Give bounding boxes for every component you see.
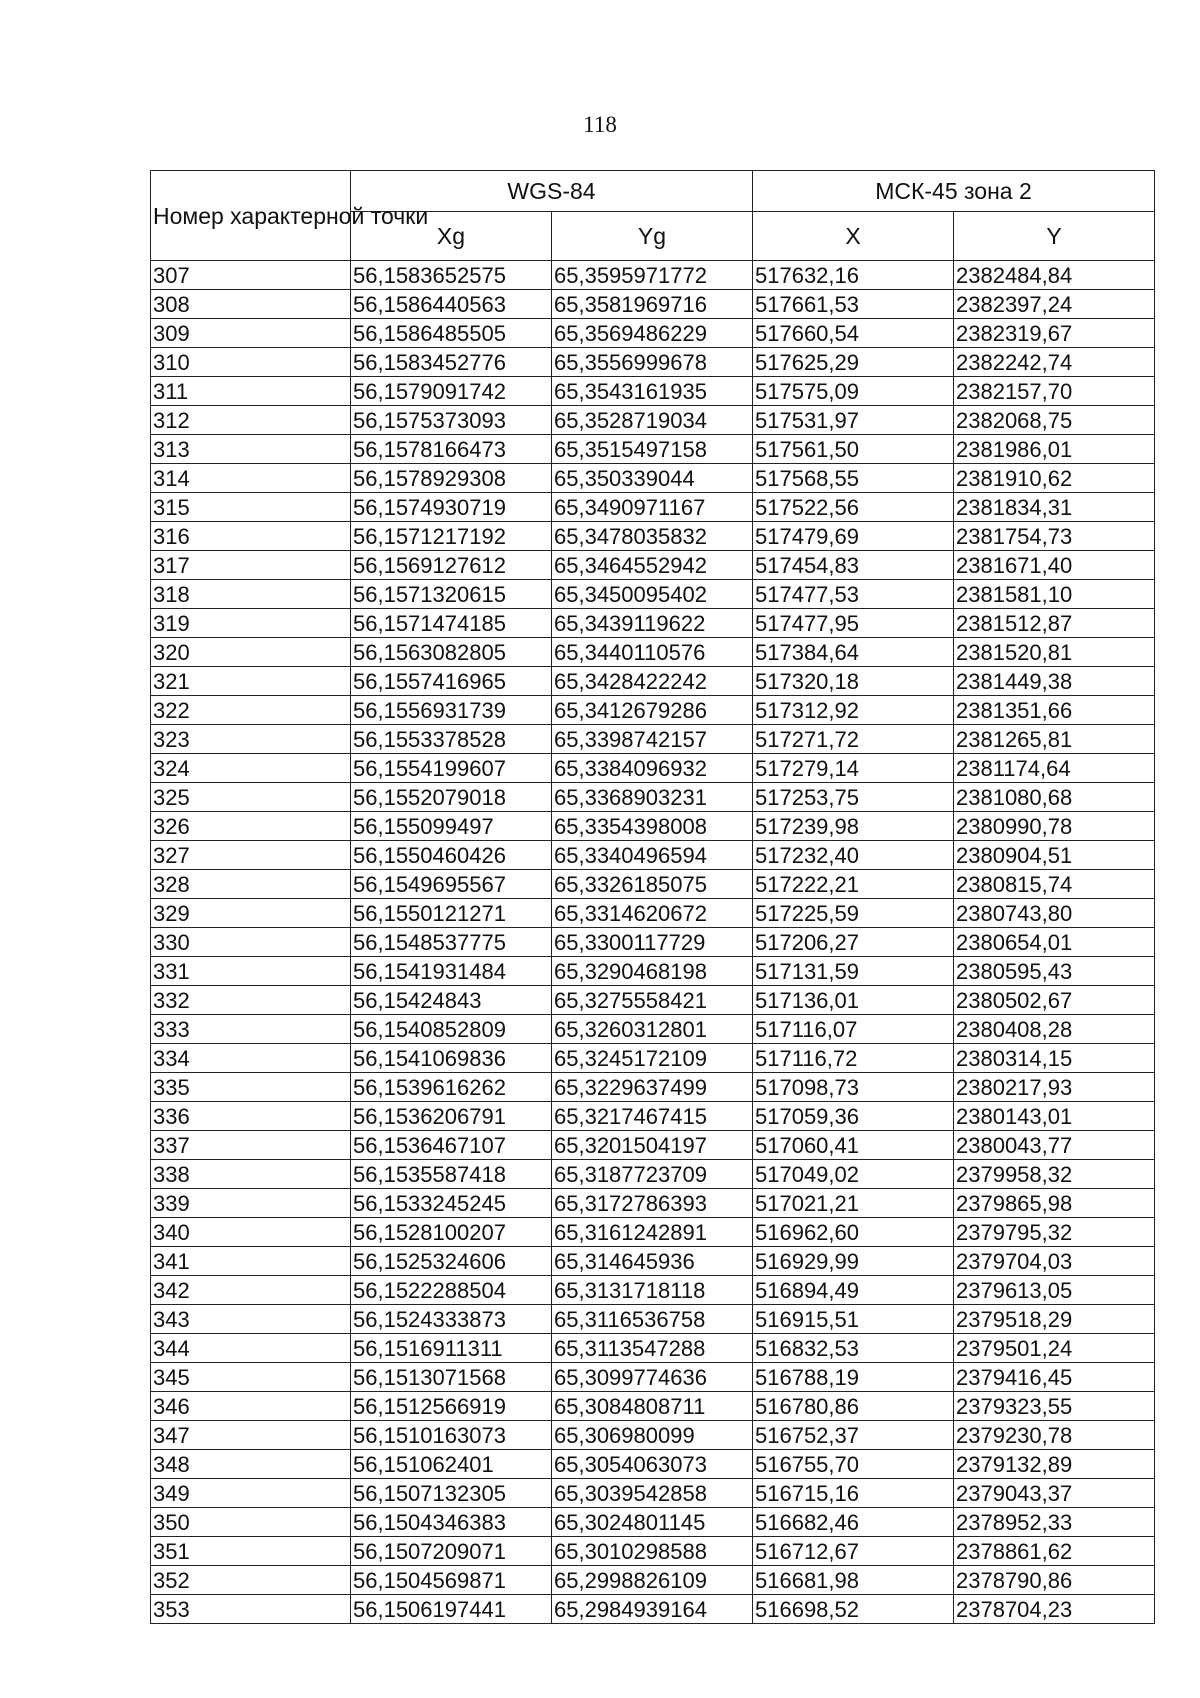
yg-cell: 65,3229637499 — [552, 1073, 753, 1102]
point-number-cell: 310 — [151, 348, 351, 377]
point-number-cell: 321 — [151, 667, 351, 696]
xg-cell: 56,1578166473 — [351, 435, 552, 464]
point-number-cell: 331 — [151, 957, 351, 986]
table-row — [151, 1421, 1155, 1450]
yg-cell: 65,2998826109 — [552, 1566, 753, 1595]
x-cell: 516755,70 — [753, 1450, 954, 1479]
table-row — [151, 957, 1155, 986]
table-row — [151, 928, 1155, 957]
table-row — [151, 261, 1155, 290]
x-cell: 516780,86 — [753, 1392, 954, 1421]
x-cell: 516894,49 — [753, 1276, 954, 1305]
yg-cell: 65,3131718118 — [552, 1276, 753, 1305]
point-number-cell: 339 — [151, 1189, 351, 1218]
x-cell: 517477,95 — [753, 609, 954, 638]
x-cell: 517568,55 — [753, 464, 954, 493]
xg-cell: 56,1578929308 — [351, 464, 552, 493]
yg-cell: 65,3354398008 — [552, 812, 753, 841]
table-row — [151, 1073, 1155, 1102]
yg-cell: 65,3490971167 — [552, 493, 753, 522]
xg-cell: 56,1540852809 — [351, 1015, 552, 1044]
y-cell: 2381520,81 — [954, 638, 1155, 667]
table-row — [151, 870, 1155, 899]
xg-cell: 56,1507132305 — [351, 1479, 552, 1508]
x-cell: 517060,41 — [753, 1131, 954, 1160]
x-cell: 517522,56 — [753, 493, 954, 522]
x-cell: 517561,50 — [753, 435, 954, 464]
xg-cell: 56,1557416965 — [351, 667, 552, 696]
table-row — [151, 1305, 1155, 1334]
y-cell: 2381080,68 — [954, 783, 1155, 812]
table-row — [151, 812, 1155, 841]
point-number-cell: 343 — [151, 1305, 351, 1334]
yg-cell: 65,3428422242 — [552, 667, 753, 696]
yg-cell: 65,3595971772 — [552, 261, 753, 290]
point-number-cell: 349 — [151, 1479, 351, 1508]
yg-cell: 65,3581969716 — [552, 290, 753, 319]
xg-cell: 56,1575373093 — [351, 406, 552, 435]
y-cell: 2379865,98 — [954, 1189, 1155, 1218]
x-cell: 517232,40 — [753, 841, 954, 870]
y-cell: 2379795,32 — [954, 1218, 1155, 1247]
x-cell: 517531,97 — [753, 406, 954, 435]
xg-cell: 56,1507209071 — [351, 1537, 552, 1566]
x-cell: 517632,16 — [753, 261, 954, 290]
y-cell: 2381351,66 — [954, 696, 1155, 725]
y-cell: 2379323,55 — [954, 1392, 1155, 1421]
y-cell: 2380143,01 — [954, 1102, 1155, 1131]
point-number-cell: 334 — [151, 1044, 351, 1073]
table-row — [151, 580, 1155, 609]
yg-cell: 65,3478035832 — [552, 522, 753, 551]
xg-cell: 56,1512566919 — [351, 1392, 552, 1421]
table-row — [151, 638, 1155, 667]
yg-cell: 65,3412679286 — [552, 696, 753, 725]
point-number-cell: 332 — [151, 986, 351, 1015]
table-row — [151, 551, 1155, 580]
x-cell: 517049,02 — [753, 1160, 954, 1189]
table-row — [151, 1015, 1155, 1044]
point-number-cell: 338 — [151, 1160, 351, 1189]
table-row — [151, 1537, 1155, 1566]
y-cell: 2381671,40 — [954, 551, 1155, 580]
yg-cell: 65,3340496594 — [552, 841, 753, 870]
point-number-cell: 318 — [151, 580, 351, 609]
x-cell: 517271,72 — [753, 725, 954, 754]
xg-cell: 56,1553378528 — [351, 725, 552, 754]
point-number-cell: 350 — [151, 1508, 351, 1537]
y-cell: 2379501,24 — [954, 1334, 1155, 1363]
yg-cell: 65,306980099 — [552, 1421, 753, 1450]
yg-cell: 65,3398742157 — [552, 725, 753, 754]
header-wgs84: WGS-84 — [351, 171, 753, 212]
y-cell: 2379230,78 — [954, 1421, 1155, 1450]
y-cell: 2381910,62 — [954, 464, 1155, 493]
point-number-cell: 327 — [151, 841, 351, 870]
table-row — [151, 319, 1155, 348]
yg-cell: 65,3039542858 — [552, 1479, 753, 1508]
point-number-cell: 320 — [151, 638, 351, 667]
x-cell: 517116,07 — [753, 1015, 954, 1044]
table-row — [151, 1218, 1155, 1247]
table-row — [151, 725, 1155, 754]
yg-cell: 65,3010298588 — [552, 1537, 753, 1566]
xg-cell: 56,1552079018 — [351, 783, 552, 812]
yg-cell: 65,3515497158 — [552, 435, 753, 464]
y-cell: 2380217,93 — [954, 1073, 1155, 1102]
point-number-cell: 311 — [151, 377, 351, 406]
table-row — [151, 841, 1155, 870]
y-cell: 2382068,75 — [954, 406, 1155, 435]
point-number-cell: 342 — [151, 1276, 351, 1305]
xg-cell: 56,1510163073 — [351, 1421, 552, 1450]
y-cell: 2379132,89 — [954, 1450, 1155, 1479]
xg-cell: 56,1525324606 — [351, 1247, 552, 1276]
y-cell: 2381265,81 — [954, 725, 1155, 754]
table-row — [151, 522, 1155, 551]
xg-cell: 56,1569127612 — [351, 551, 552, 580]
xg-cell: 56,1541069836 — [351, 1044, 552, 1073]
yg-cell: 65,3099774636 — [552, 1363, 753, 1392]
yg-cell: 65,3450095402 — [552, 580, 753, 609]
xg-cell: 56,1574930719 — [351, 493, 552, 522]
y-cell: 2382397,24 — [954, 290, 1155, 319]
point-number-cell: 345 — [151, 1363, 351, 1392]
yg-cell: 65,3314620672 — [552, 899, 753, 928]
point-number-cell: 347 — [151, 1421, 351, 1450]
x-cell: 516681,98 — [753, 1566, 954, 1595]
xg-cell: 56,1571320615 — [351, 580, 552, 609]
xg-cell: 56,1548537775 — [351, 928, 552, 957]
xg-cell: 56,1536206791 — [351, 1102, 552, 1131]
x-cell: 517136,01 — [753, 986, 954, 1015]
x-cell: 517661,53 — [753, 290, 954, 319]
y-cell: 2380904,51 — [954, 841, 1155, 870]
yg-cell: 65,3116536758 — [552, 1305, 753, 1334]
x-cell: 517116,72 — [753, 1044, 954, 1073]
y-cell: 2379704,03 — [954, 1247, 1155, 1276]
coordinates-table — [150, 170, 1155, 1624]
y-cell: 2379416,45 — [954, 1363, 1155, 1392]
x-cell: 516915,51 — [753, 1305, 954, 1334]
yg-cell: 65,3201504197 — [552, 1131, 753, 1160]
table-row — [151, 348, 1155, 377]
xg-cell: 56,1533245245 — [351, 1189, 552, 1218]
y-cell: 2381834,31 — [954, 493, 1155, 522]
x-cell: 516712,67 — [753, 1537, 954, 1566]
x-cell: 517225,59 — [753, 899, 954, 928]
point-number-cell: 330 — [151, 928, 351, 957]
table-row — [151, 1131, 1155, 1160]
table-row — [151, 696, 1155, 725]
x-cell: 517477,53 — [753, 580, 954, 609]
yg-cell: 65,3528719034 — [552, 406, 753, 435]
point-number-cell: 323 — [151, 725, 351, 754]
xg-cell: 56,1504346383 — [351, 1508, 552, 1537]
y-cell: 2378952,33 — [954, 1508, 1155, 1537]
y-cell: 2378861,62 — [954, 1537, 1155, 1566]
yg-cell: 65,3326185075 — [552, 870, 753, 899]
x-cell: 517253,75 — [753, 783, 954, 812]
page-number: 118 — [583, 112, 617, 137]
yg-cell: 65,3440110576 — [552, 638, 753, 667]
y-cell: 2379613,05 — [954, 1276, 1155, 1305]
table-row — [151, 1479, 1155, 1508]
xg-cell: 56,155099497 — [351, 812, 552, 841]
point-number-cell: 344 — [151, 1334, 351, 1363]
xg-cell: 56,1506197441 — [351, 1595, 552, 1624]
table-row — [151, 1160, 1155, 1189]
xg-cell: 56,1541931484 — [351, 957, 552, 986]
y-cell: 2381449,38 — [954, 667, 1155, 696]
xg-cell: 56,1550121271 — [351, 899, 552, 928]
yg-cell: 65,3439119622 — [552, 609, 753, 638]
yg-cell: 65,3054063073 — [552, 1450, 753, 1479]
yg-cell: 65,3161242891 — [552, 1218, 753, 1247]
point-number-cell: 308 — [151, 290, 351, 319]
point-number-cell: 314 — [151, 464, 351, 493]
y-cell: 2382157,70 — [954, 377, 1155, 406]
xg-cell: 56,1504569871 — [351, 1566, 552, 1595]
table-row — [151, 899, 1155, 928]
point-number-cell: 319 — [151, 609, 351, 638]
point-number-cell: 312 — [151, 406, 351, 435]
x-cell: 516698,52 — [753, 1595, 954, 1624]
x-cell: 516962,60 — [753, 1218, 954, 1247]
x-cell: 517312,92 — [753, 696, 954, 725]
yg-cell: 65,3543161935 — [552, 377, 753, 406]
y-cell: 2381174,64 — [954, 754, 1155, 783]
table-row — [151, 986, 1155, 1015]
x-cell: 517131,59 — [753, 957, 954, 986]
xg-cell: 56,1554199607 — [351, 754, 552, 783]
xg-cell: 56,1549695567 — [351, 870, 552, 899]
point-number-cell: 341 — [151, 1247, 351, 1276]
table-row — [151, 435, 1155, 464]
y-cell: 2378704,23 — [954, 1595, 1155, 1624]
y-cell: 2378790,86 — [954, 1566, 1155, 1595]
table-row — [151, 493, 1155, 522]
point-number-cell: 317 — [151, 551, 351, 580]
point-number-cell: 329 — [151, 899, 351, 928]
x-cell: 517059,36 — [753, 1102, 954, 1131]
x-cell: 517021,21 — [753, 1189, 954, 1218]
y-cell: 2380654,01 — [954, 928, 1155, 957]
x-cell: 516752,37 — [753, 1421, 954, 1450]
table-row — [151, 1508, 1155, 1537]
point-number-cell: 348 — [151, 1450, 351, 1479]
header-y: Y — [954, 212, 1155, 261]
yg-cell: 65,3464552942 — [552, 551, 753, 580]
x-cell: 516682,46 — [753, 1508, 954, 1537]
y-cell: 2379518,29 — [954, 1305, 1155, 1334]
xg-cell: 56,1539616262 — [351, 1073, 552, 1102]
yg-cell: 65,3187723709 — [552, 1160, 753, 1189]
y-cell: 2380815,74 — [954, 870, 1155, 899]
point-number-cell: 352 — [151, 1566, 351, 1595]
x-cell: 516832,53 — [753, 1334, 954, 1363]
yg-cell: 65,3368903231 — [552, 783, 753, 812]
xg-cell: 56,1535587418 — [351, 1160, 552, 1189]
xg-cell: 56,1583652575 — [351, 261, 552, 290]
yg-cell: 65,2984939164 — [552, 1595, 753, 1624]
xg-cell: 56,1522288504 — [351, 1276, 552, 1305]
xg-cell: 56,1516911311 — [351, 1334, 552, 1363]
point-number-cell: 315 — [151, 493, 351, 522]
yg-cell: 65,3217467415 — [552, 1102, 753, 1131]
point-number-cell: 326 — [151, 812, 351, 841]
yg-cell: 65,3275558421 — [552, 986, 753, 1015]
point-number-cell: 333 — [151, 1015, 351, 1044]
y-cell: 2379043,37 — [954, 1479, 1155, 1508]
xg-cell: 56,1528100207 — [351, 1218, 552, 1247]
x-cell: 517239,98 — [753, 812, 954, 841]
point-number-cell: 337 — [151, 1131, 351, 1160]
xg-cell: 56,1536467107 — [351, 1131, 552, 1160]
yg-cell: 65,3290468198 — [552, 957, 753, 986]
point-number-cell: 322 — [151, 696, 351, 725]
table-row — [151, 377, 1155, 406]
y-cell: 2382242,74 — [954, 348, 1155, 377]
header-x: X — [753, 212, 954, 261]
table-row — [151, 667, 1155, 696]
point-number-cell: 336 — [151, 1102, 351, 1131]
y-cell: 2381581,10 — [954, 580, 1155, 609]
x-cell: 517320,18 — [753, 667, 954, 696]
xg-cell: 56,151062401 — [351, 1450, 552, 1479]
x-cell: 517222,21 — [753, 870, 954, 899]
xg-cell: 56,1586440563 — [351, 290, 552, 319]
y-cell: 2382484,84 — [954, 261, 1155, 290]
xg-cell: 56,1571474185 — [351, 609, 552, 638]
table-row — [151, 609, 1155, 638]
y-cell: 2380743,80 — [954, 899, 1155, 928]
table-row — [151, 1392, 1155, 1421]
point-number-cell: 316 — [151, 522, 351, 551]
y-cell: 2381754,73 — [954, 522, 1155, 551]
y-cell: 2382319,67 — [954, 319, 1155, 348]
table-row — [151, 406, 1155, 435]
point-number-cell: 307 — [151, 261, 351, 290]
header-xg: Xg — [351, 212, 552, 261]
x-cell: 517206,27 — [753, 928, 954, 957]
table-row — [151, 1363, 1155, 1392]
xg-cell: 56,1550460426 — [351, 841, 552, 870]
x-cell: 517279,14 — [753, 754, 954, 783]
xg-cell: 56,1556931739 — [351, 696, 552, 725]
x-cell: 517384,64 — [753, 638, 954, 667]
point-number-cell: 351 — [151, 1537, 351, 1566]
xg-cell: 56,1513071568 — [351, 1363, 552, 1392]
y-cell: 2380314,15 — [954, 1044, 1155, 1073]
y-cell: 2381512,87 — [954, 609, 1155, 638]
yg-cell: 65,3569486229 — [552, 319, 753, 348]
header-yg: Yg — [552, 212, 753, 261]
yg-cell: 65,3172786393 — [552, 1189, 753, 1218]
x-cell: 517454,83 — [753, 551, 954, 580]
xg-cell: 56,1583452776 — [351, 348, 552, 377]
yg-cell: 65,3300117729 — [552, 928, 753, 957]
yg-cell: 65,3024801145 — [552, 1508, 753, 1537]
point-number-cell: 324 — [151, 754, 351, 783]
xg-cell: 56,15424843 — [351, 986, 552, 1015]
xg-cell: 56,1563082805 — [351, 638, 552, 667]
yg-cell: 65,3556999678 — [552, 348, 753, 377]
point-number-cell: 328 — [151, 870, 351, 899]
x-cell: 517575,09 — [753, 377, 954, 406]
point-number-cell: 353 — [151, 1595, 351, 1624]
table-row — [151, 1450, 1155, 1479]
y-cell: 2380043,77 — [954, 1131, 1155, 1160]
yg-cell: 65,3113547288 — [552, 1334, 753, 1363]
yg-cell: 65,3084808711 — [552, 1392, 753, 1421]
yg-cell: 65,3384096932 — [552, 754, 753, 783]
xg-cell: 56,1579091742 — [351, 377, 552, 406]
table-row — [151, 1044, 1155, 1073]
x-cell: 517098,73 — [753, 1073, 954, 1102]
point-number-cell: 313 — [151, 435, 351, 464]
xg-cell: 56,1571217192 — [351, 522, 552, 551]
yg-cell: 65,350339044 — [552, 464, 753, 493]
y-cell: 2380408,28 — [954, 1015, 1155, 1044]
table-row — [151, 754, 1155, 783]
table-row — [151, 1247, 1155, 1276]
yg-cell: 65,314645936 — [552, 1247, 753, 1276]
point-number-cell: 309 — [151, 319, 351, 348]
table-row — [151, 1189, 1155, 1218]
x-cell: 516788,19 — [753, 1363, 954, 1392]
xg-cell: 56,1586485505 — [351, 319, 552, 348]
y-cell: 2380595,43 — [954, 957, 1155, 986]
y-cell: 2380990,78 — [954, 812, 1155, 841]
yg-cell: 65,3245172109 — [552, 1044, 753, 1073]
table-row — [151, 1595, 1155, 1624]
point-number-cell: 340 — [151, 1218, 351, 1247]
table-row — [151, 290, 1155, 319]
point-number-cell: 325 — [151, 783, 351, 812]
y-cell: 2379958,32 — [954, 1160, 1155, 1189]
table-row — [151, 783, 1155, 812]
x-cell: 516929,99 — [753, 1247, 954, 1276]
point-number-cell: 346 — [151, 1392, 351, 1421]
x-cell: 517625,29 — [753, 348, 954, 377]
header-msk45: МСК-45 зона 2 — [753, 171, 1155, 212]
table-row — [151, 1276, 1155, 1305]
table-row — [151, 464, 1155, 493]
y-cell: 2381986,01 — [954, 435, 1155, 464]
header-point-number: Номер характерной точки — [151, 171, 351, 261]
point-number-cell: 335 — [151, 1073, 351, 1102]
x-cell: 517479,69 — [753, 522, 954, 551]
y-cell: 2380502,67 — [954, 986, 1155, 1015]
x-cell: 517660,54 — [753, 319, 954, 348]
x-cell: 516715,16 — [753, 1479, 954, 1508]
table-row — [151, 1334, 1155, 1363]
table-body — [151, 261, 1155, 1624]
table-row — [151, 1566, 1155, 1595]
yg-cell: 65,3260312801 — [552, 1015, 753, 1044]
table-row — [151, 1102, 1155, 1131]
xg-cell: 56,1524333873 — [351, 1305, 552, 1334]
